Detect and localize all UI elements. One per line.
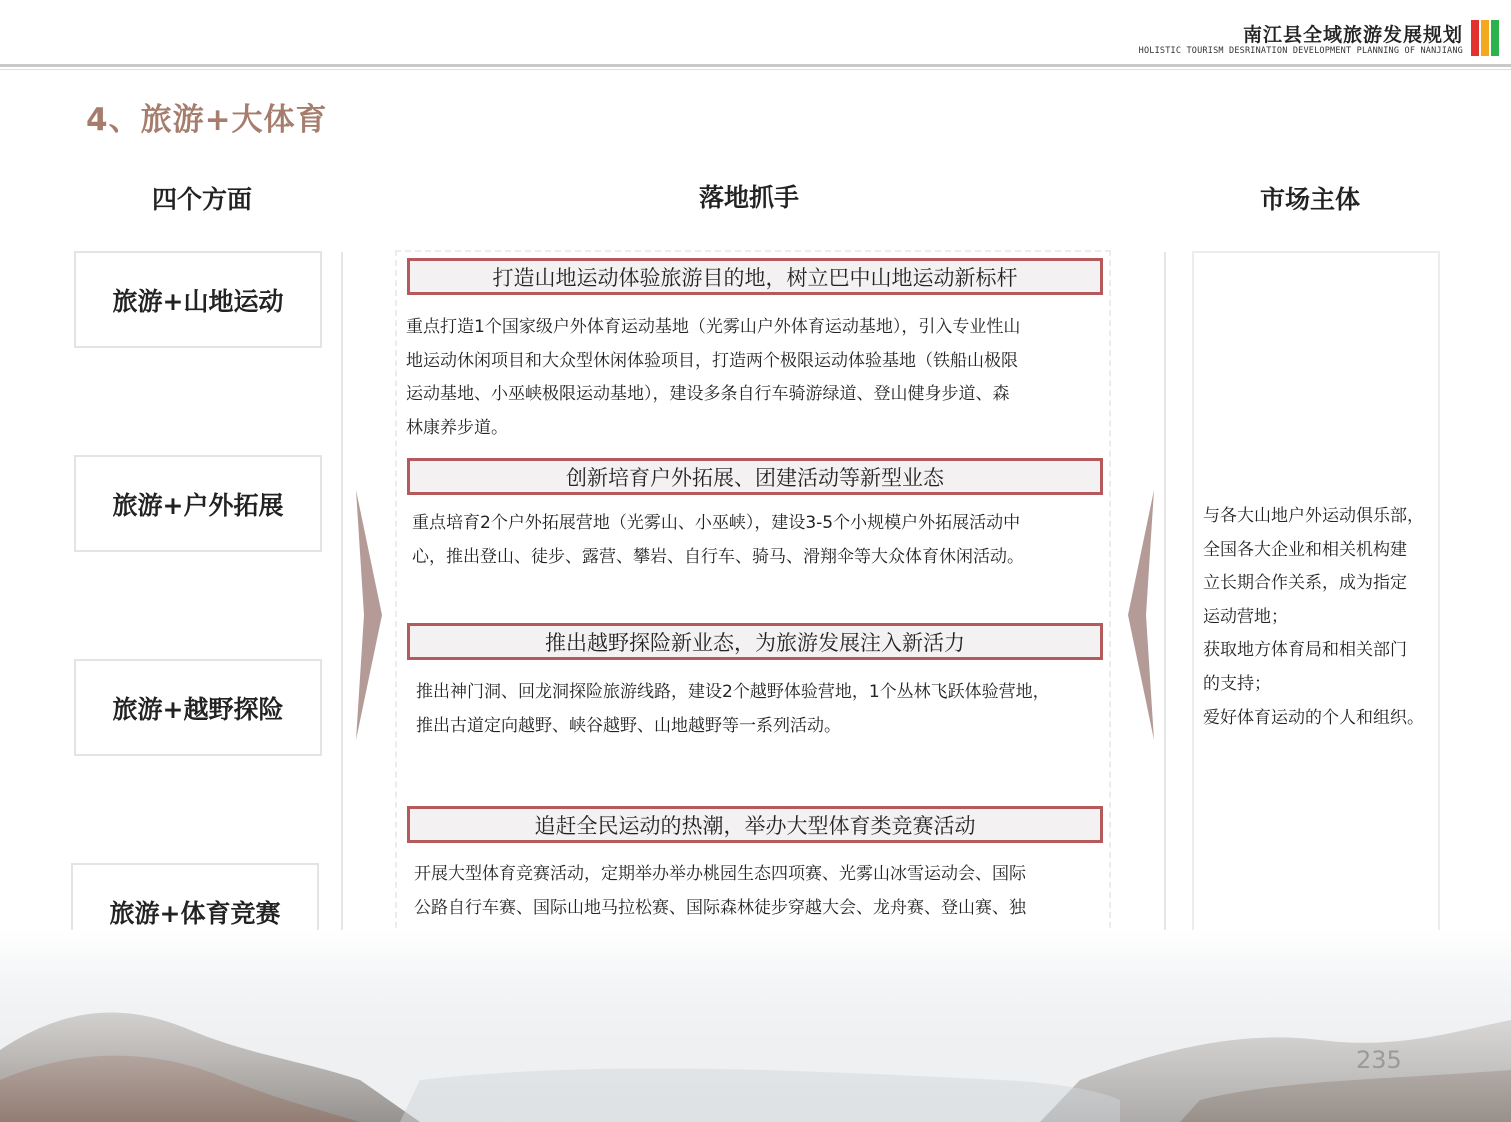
market-line: 与各大山地户外运动俱乐部， [1203,506,1424,526]
report-title: 南江县全域旅游发展规划 [1242,24,1463,46]
page-number: 235 [1356,1046,1402,1074]
market-line: 的支持； [1203,673,1271,694]
desc-line: 开展大型体育竞赛活动，定期举办举办桃园生态四项赛、光雾山冰雪运动会、国际 [414,864,1026,884]
mountain-mist-image [0,930,1511,1122]
column-header-aspects: 四个方面 [151,185,252,214]
column-header-market: 市场主体 [1259,185,1360,214]
measure-heading-adventure: 推出越野探险新业态，为旅游发展注入新活力 [407,623,1103,660]
desc-line: 推出古道定向越野、峡谷越野、山地越野等一系列活动。 [416,715,841,736]
header-divider-thin [0,69,1511,70]
left-arrow-icon [1128,490,1154,740]
desc-line: 推出神门洞、回龙洞探险旅游线路，建设2个越野体验营地，1个丛林飞跃体验营地， [416,682,1050,702]
column-header-measures: 落地抓手 [698,183,799,212]
logo-bar-green [1491,20,1499,56]
desc-line: 林康养步道。 [406,417,508,438]
column-divider-right [1164,252,1166,958]
measure-desc-adventure [416,676,1106,743]
right-arrow-icon [356,490,382,740]
market-line: 全国各大企业和相关机构建 [1203,539,1407,560]
logo-bar-red [1471,20,1479,56]
column-divider-left [341,252,343,958]
market-line: 运动营地； [1203,606,1288,627]
desc-line: 地运动休闲项目和大众型休闲体验项目，打造两个极限运动体验基地（铁船山极限 [406,350,1018,371]
market-text [1203,500,1439,735]
page-title: 4、旅游+大体育 [86,102,328,138]
market-line: 获取地方体育局和相关部门 [1203,640,1407,661]
aspect-box-cross-country: 旅游+越野探险 [74,659,322,756]
header-divider [0,64,1511,67]
measure-desc-outdoor [412,507,1102,574]
desc-line: 公路自行车赛、国际山地马拉松赛、国际森林徒步穿越大会、龙舟赛、登山赛、独 [414,897,1026,918]
desc-line: 重点打造1个国家级户外体育运动基地（光雾山户外体育运动基地），引入专业性山 [406,317,1021,337]
measure-heading-outdoor: 创新培育户外拓展、团建活动等新型业态 [407,458,1103,495]
logo-bar-yellow [1481,20,1489,56]
aspect-box-sports-competition: 旅游+体育竞赛 [71,863,319,960]
market-line: 爱好体育运动的个人和组织。 [1203,707,1424,728]
aspect-box-mountain-sports: 旅游+山地运动 [74,251,322,348]
measure-desc-mountain [406,311,1096,445]
measure-heading-competition: 追赶全民运动的热潮，举办大型体育类竞赛活动 [407,806,1103,843]
desc-line: 心，推出登山、徒步、露营、攀岩、自行车、骑马、滑翔伞等大众体育休闲活动。 [412,546,1024,567]
market-line: 立长期合作关系，成为指定 [1203,573,1407,594]
desc-line: 运动基地、小巫峡极限运动基地），建设多条自行车骑游绿道、登山健身步道、森 [406,384,1010,404]
measure-heading-mountain: 打造山地运动体验旅游目的地，树立巴中山地运动新标杆 [407,258,1103,295]
aspect-box-outdoor-training: 旅游+户外拓展 [74,455,322,552]
color-bars-logo [1471,20,1501,56]
report-subtitle: HOLISTIC TOURISM DESRINATION DEVELOPMENT PLANNING OF NANJIANG [1138,46,1463,56]
desc-line: 重点培育2个户外拓展营地（光雾山、小巫峡），建设3-5个小规模户外拓展活动中 [412,513,1021,533]
